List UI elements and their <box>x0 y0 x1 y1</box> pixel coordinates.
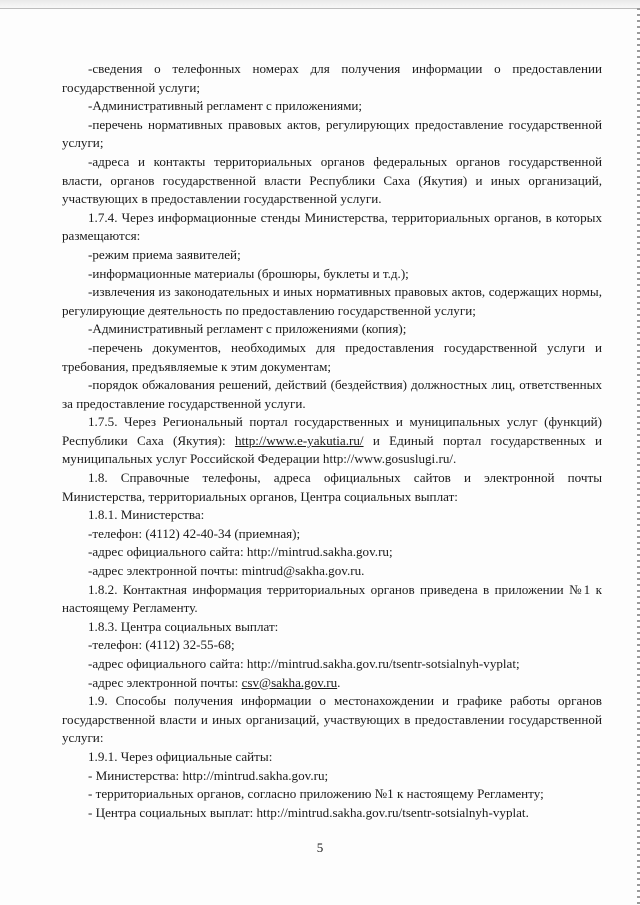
paragraph: - территориальных органов, согласно приложению №1 к настоящему Регламенту; <box>88 786 544 802</box>
paragraph: -адрес официального сайта: http://mintrud.sakha.gov.ru; <box>88 544 393 560</box>
paragraph: - Министерства: http://mintrud.sakha.gov.ru; <box>88 767 329 783</box>
paragraph: -Административный регламент с приложениями; <box>88 98 363 114</box>
paragraph: -адрес официального сайта: http://mintrud.sakha.gov.ru/tsentr-sotsialnyh-vyplat; <box>88 656 520 671</box>
paragraph-text: -адрес электронной почты: <box>88 674 242 690</box>
paragraph: -извлечения из законодательных и иных нормативных правовых актов, содержащих нормы, регулирующие деятельность по предоставлению государственной услуги; <box>62 284 602 318</box>
csv-email-link[interactable]: csv@sakha.gov.ru <box>241 674 338 690</box>
paragraph: 1.9.1. Через официальные сайты: <box>88 748 273 764</box>
page-number: 5 <box>316 840 324 855</box>
paragraph: -информационные материалы (брошюры, буклеты и т.д.); <box>88 265 409 281</box>
paragraph-text: и Единый портал государственных и муниципальных услуг Российской Федерации http://www.gosuslugi.ru/. <box>62 432 602 467</box>
paragraph: -адреса и контакты территориальных органов федеральных органов государственной власти, органов государственной власти Республики Саха (Якутия) и иных организаций, участвующих в предоставлении государственной услуги. <box>62 153 602 207</box>
paragraph-portal <box>62 413 602 469</box>
paragraph: -режим приема заявителей; <box>88 246 241 262</box>
paragraph: 1.8.1. Министерства: <box>88 507 205 523</box>
paragraph: -перечень документов, необходимых для предоставления государственной услуги и требования, предъявляемые к этим документам; <box>62 339 602 374</box>
paragraph: -телефон: (4112) 42-40-34 (приемная); <box>88 525 301 541</box>
paragraph: - Центра социальных выплат: http://mintrud.sakha.gov.ru/tsentr-sotsialnyh-vyplat. <box>88 804 529 820</box>
paragraph: 1.8. Справочные телефоны, адреса официальных сайтов и электронной почты Министерства, территориальных органов, Центра социальных выплат: <box>62 470 602 504</box>
paragraph-text: 1.7.5. Через Региональный портал государственных и муниципальных услуг (функций) Республики Саха (Якутия): <box>62 414 602 448</box>
paragraph-text: . <box>337 674 341 690</box>
paragraph-email <box>62 674 602 693</box>
paragraph: 1.9. Способы получения информации о местонахождении и графике работы органов государственной власти и иных организаций, участвующих в предоставлении государственной услуги: <box>62 693 602 746</box>
paragraph: -сведения о телефонных номерах для получения информации о предоставлении государственной услуги; <box>62 61 602 95</box>
document-body <box>62 60 602 822</box>
paragraph: -Административный регламент с приложениями (копия); <box>88 321 407 337</box>
paragraph: 1.8.3. Центра социальных выплат: <box>88 618 279 634</box>
paragraph: -порядок обжалования решений, действий (бездействия) должностных лиц, ответственных за предоставление государственной услуги. <box>62 377 602 411</box>
paragraph: 1.8.2. Контактная информация территориальных органов приведена в приложении №1 к настоящему Регламенту. <box>62 581 602 616</box>
paragraph: -адрес электронной почты: mintrud@sakha.gov.ru. <box>88 563 365 579</box>
paragraph: -телефон: (4112) 32-55-68; <box>88 637 235 653</box>
scan-top-edge <box>0 0 640 9</box>
e-yakutia-link[interactable]: http://www.e-yakutia.ru/ <box>234 432 364 448</box>
paragraph: 1.7.4. Через информационные стенды Министерства, территориальных органов, в которых размещаются: <box>62 209 602 244</box>
paragraph: -перечень нормативных правовых актов, регулирующих предоставление государственной услуги; <box>62 116 602 151</box>
